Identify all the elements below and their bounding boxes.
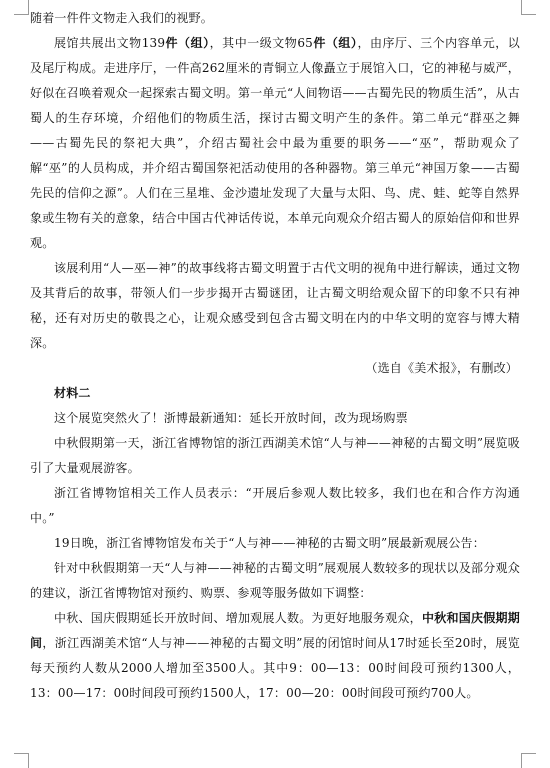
crop-mark-bottom-left <box>14 753 29 768</box>
crop-mark-top-left <box>14 0 29 15</box>
paragraph-extended-hours: 中秋、国庆假期延长开放时间、增加观展人数。为更好地服务观众，中秋和国庆假期期间，浙江西湖美术馆“人与神——神秘的古蜀文明”展的闭馆时间从17时延长至20时，展览每天预约人数从2000人增加至3500人。其中9：00—13：00时间段可预约1300人，13：00—17：00时间段可预约1500人，17：00—20：00时间段可预约700人。 <box>30 611 521 700</box>
source-citation: （选自《美术报》，有删改） <box>365 361 518 375</box>
paragraph-storyline: 该展利用“人—巫—神”的故事线将古蜀文明置于古代文明的视角中进行解读，通过文物及其背后的故事，带领人们一步步揭开古蜀谜团，让古蜀文明给观众留下的印象不只有神秘，还有对历史的敬畏之心，让观众感受到包含古蜀文明在内的中华文明的宽容与博大精深。 <box>30 261 520 350</box>
document-body <box>30 6 520 706</box>
paragraph-announcement: 19日晚，浙江省博物馆发布关于“人与神——神秘的古蜀文明”展最新观展公告： <box>54 536 485 550</box>
news-headline: 这个展览突然火了！浙博最新通知：延长开放时间，改为现场购票 <box>54 411 408 425</box>
paragraph-adjustments: 针对中秋假期第一天“人与神——神秘的古蜀文明”展观展人数较多的现状以及部分观众的建议，浙江省博物馆对预约、购票、参观等服务做如下调整： <box>30 561 520 600</box>
crop-mark-bottom-right <box>521 753 536 768</box>
paragraph-holiday-visitors: 中秋假期第一天，浙江省博物馆的浙江西湖美术馆“人与神——神秘的古蜀文明”展览吸引了大量观展游客。 <box>30 436 520 475</box>
section-heading-material-two: 材料二 <box>54 386 91 400</box>
crop-mark-top-right <box>521 0 536 15</box>
paragraph-continuation: 随着一件件文物走入我们的视野。 <box>30 11 214 25</box>
paragraph-exhibition-overview: 展馆共展出文物139件（组），其中一级文物65件（组），由序厅、三个内容单元，以及尾厅构成。走进序厅，一件高262厘米的青铜立人像矗立于展馆入口，它的神秘与威严，好似在召唤着观众一起探索古蜀文明。第一单元“人间物语——古蜀先民的物质生活”，从古蜀人的生存环境，介绍他们的物质生活，探讨古蜀文明产生的条件。第二单元“群巫之舞——古蜀先民的祭祀大典”，介绍古蜀社会中最为重要的职务——“巫”，帮助观众了解“巫”的人员构成，并介绍古蜀国祭祀活动使用的各种器物。第三单元“神国万象——古蜀先民的信仰之源”。人们在三星堆、金沙遗址发现了大量与太阳、鸟、虎、蛙、蛇等自然界象或生物有关的意象，结合中国古代神话传说，本单元向观众介绍古蜀人的原始信仰和世界观。 <box>30 36 520 250</box>
paragraph-staff-statement: 浙江省博物馆相关工作人员表示：“开展后参观人数比较多，我们也在和合作方沟通中。” <box>30 486 520 525</box>
